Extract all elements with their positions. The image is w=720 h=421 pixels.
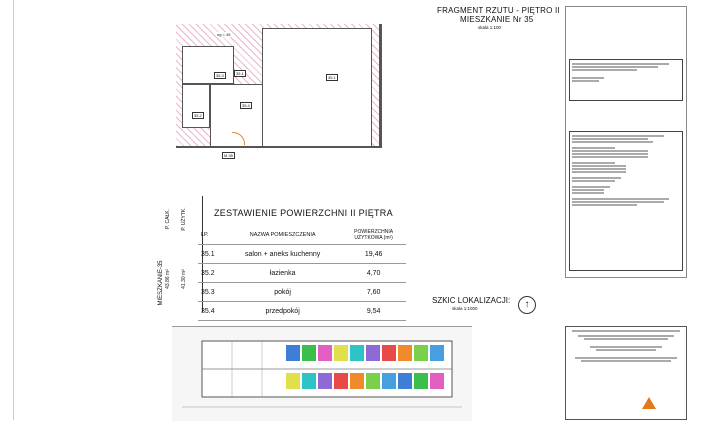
table-row (198, 283, 406, 302)
floor-plan (176, 6, 386, 158)
label-35-2: 35.2 (194, 113, 202, 118)
site-plan (172, 326, 472, 421)
title-block (565, 326, 687, 420)
row-area: 19,46 (341, 245, 406, 264)
side-apartment: MIESZKANIE-35 (158, 260, 164, 306)
table-row (198, 264, 406, 283)
row-area: 9,54 (341, 302, 406, 321)
side-p-total: P. CAŁK. (165, 209, 171, 229)
site-apartment-block (318, 345, 332, 361)
row-name: pokój (224, 283, 341, 302)
site-apartment-block (350, 373, 364, 389)
location-scale: skala 1:1000 (452, 306, 478, 311)
area-summary (150, 196, 410, 316)
logo-icon (642, 397, 656, 409)
apartment-title: MIESZKANIE Nr 35 (460, 15, 534, 24)
col-area (341, 226, 406, 245)
row-lp: 35.3 (198, 283, 224, 302)
room-35-1 (262, 28, 372, 148)
col-lp: LP. (198, 226, 224, 245)
site-apartment-block (302, 373, 316, 389)
site-apartment-block (398, 373, 412, 389)
label-35-4: 35.4 (242, 103, 250, 108)
col-area-label: POWIERZCHNIA (354, 229, 394, 235)
site-apartment-block (302, 345, 316, 361)
label-m35: M.35 (224, 153, 233, 158)
table-header-row (198, 226, 406, 245)
row-area: 4,70 (341, 264, 406, 283)
site-apartment-block (430, 345, 444, 361)
site-apartment-block (334, 345, 348, 361)
site-apartment-block (382, 345, 396, 361)
table-row (198, 302, 406, 321)
label-35-1: 35.1 (328, 75, 336, 80)
row-lp: 35.2 (198, 264, 224, 283)
info-box-1 (569, 59, 683, 101)
right-wall (379, 24, 382, 148)
row-lp: 35.4 (198, 302, 224, 321)
site-apartment-block (430, 373, 444, 389)
info-box-2 (569, 131, 683, 271)
label-ng: ng = 45 (217, 32, 231, 37)
side-p-usable: P. UŻYTK. (181, 207, 187, 231)
site-apartment-block (286, 345, 300, 361)
site-apartment-block (350, 345, 364, 361)
site-apartment-block (286, 373, 300, 389)
plan-title: FRAGMENT RZUTU - PIĘTRO II (437, 6, 560, 15)
label-35-3: 35.3 (216, 73, 224, 78)
row-lp: 35.1 (198, 245, 224, 264)
site-apartment-block (366, 345, 380, 361)
side-column (150, 196, 203, 312)
table-row (198, 245, 406, 264)
site-apartment-block (382, 373, 396, 389)
location-title: SZKIC LOKALIZACJI: (432, 296, 511, 305)
col-area-unit: UŻYTKOWA (m²) (354, 235, 393, 241)
row-name: salon + aneks kuchenny (224, 245, 341, 264)
row-name: łazienka (224, 264, 341, 283)
side-p-usable-value: 41.30 m² (181, 269, 187, 289)
site-apartment-block (366, 373, 380, 389)
side-p-total-value: 43.86 m² (165, 269, 171, 289)
row-area: 7,60 (341, 283, 406, 302)
site-apartment-block (398, 345, 412, 361)
table-heading: ZESTAWIENIE POWIERZCHNI II PIĘTRA (214, 208, 393, 218)
outer-wall (176, 146, 381, 148)
area-table (198, 226, 406, 321)
north-arrow-icon: ↑ (518, 296, 536, 314)
site-apartment-block (414, 373, 428, 389)
site-apartment-block (414, 345, 428, 361)
room-35-3 (182, 46, 234, 84)
row-name: przedpokój (224, 302, 341, 321)
site-apartment-block (334, 373, 348, 389)
frame-left-line (13, 0, 14, 420)
plan-scale: skala 1:100 (478, 25, 502, 30)
col-name: NAZWA POMIESZCZENIA (224, 226, 341, 245)
info-panel (565, 6, 687, 278)
label-35-1b: 35.1 (236, 71, 244, 76)
room-35-2 (182, 84, 210, 128)
site-apartment-block (318, 373, 332, 389)
